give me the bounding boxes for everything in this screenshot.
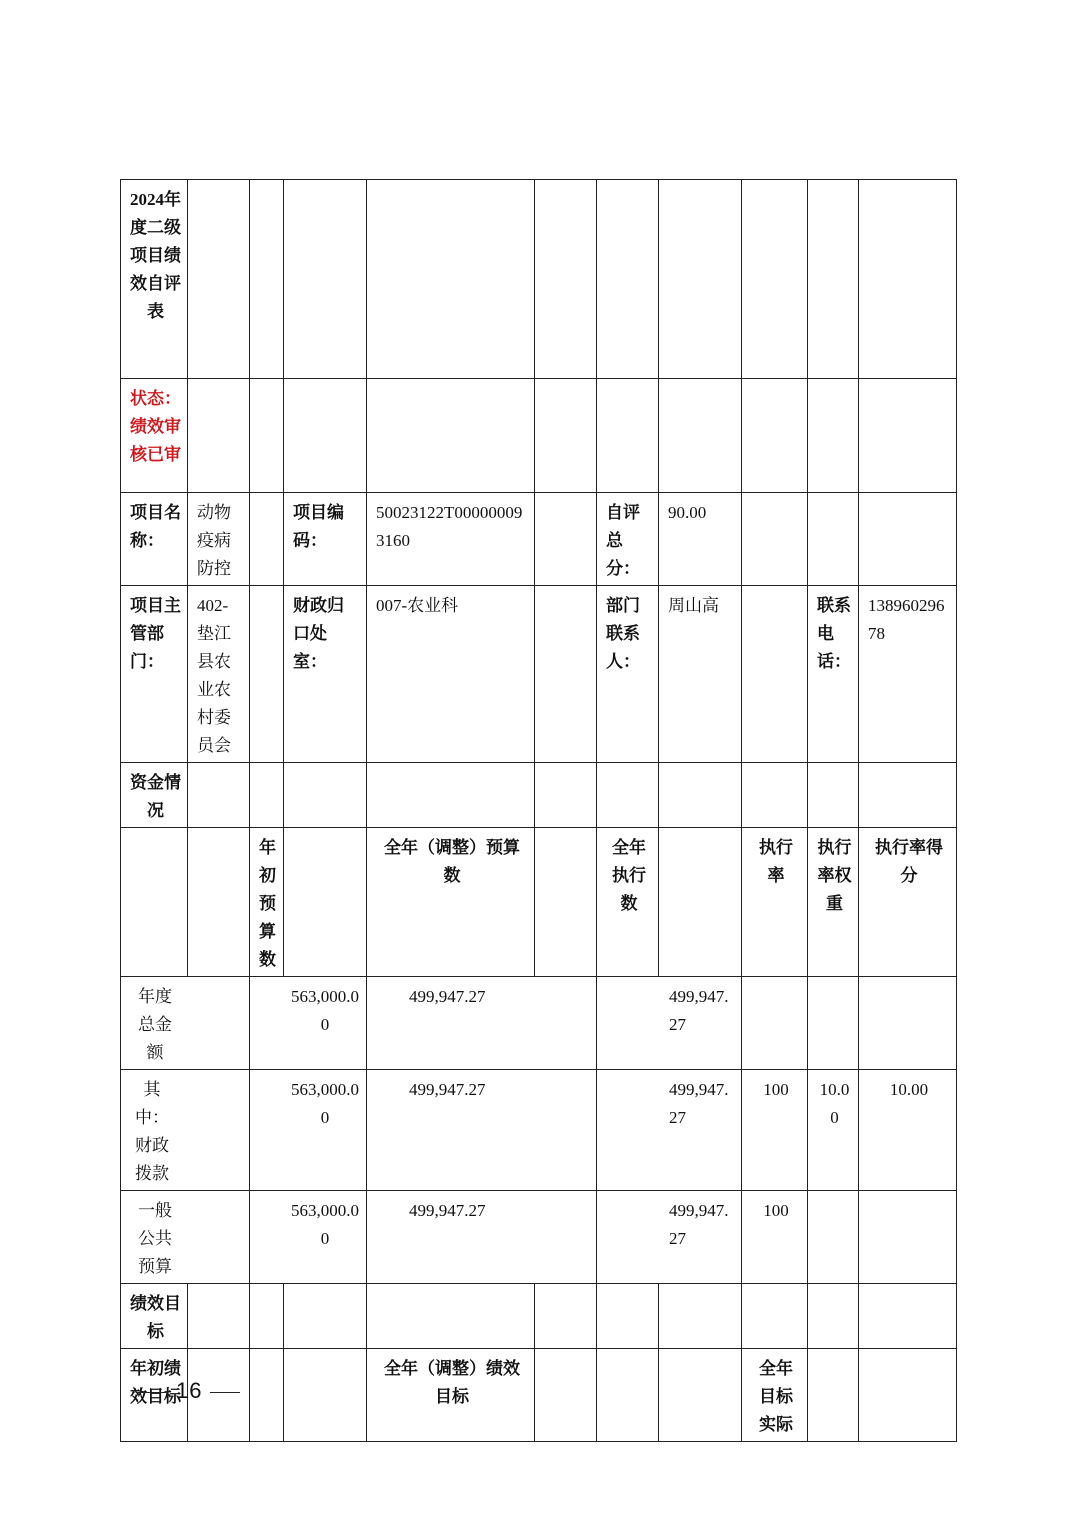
dash-right (210, 1392, 240, 1393)
dash-left (138, 1392, 168, 1393)
self-score-value: 90.00 (659, 493, 742, 586)
initial-goal-header: 年初绩效目标 (121, 1349, 188, 1442)
adjusted-budget-cell: 499,947.27 (367, 1191, 597, 1284)
performance-self-evaluation-table (120, 179, 957, 1442)
initial-budget-cell: 563,000.00 (250, 1070, 367, 1191)
executed-cell: 499,947.27 (597, 1070, 742, 1191)
table-row (121, 1070, 957, 1191)
rate-weight-cell (808, 977, 859, 1070)
finance-label: 财政归口处室： (284, 586, 367, 763)
actual-goal-header: 全年目标实际 (742, 1349, 808, 1442)
rate-score-cell (859, 1191, 957, 1284)
adjusted-budget-header: 全年（调整）预算数 (367, 828, 535, 977)
initial-budget-cell: 563,000.00 (250, 977, 367, 1070)
funds-section-row (121, 763, 957, 828)
page-number-text: 16 (176, 1378, 203, 1403)
funds-row-label: 其中：财政拨款 (121, 1070, 250, 1191)
self-score-label: 自评总分： (597, 493, 659, 586)
initial-budget-cell: 563,000.00 (250, 1191, 367, 1284)
initial-budget-header: 年初预算数 (250, 828, 284, 977)
rate-weight-header: 执行率权重 (808, 828, 859, 977)
phone-value: 13896029678 (859, 586, 957, 763)
funds-header-row (121, 828, 957, 977)
goals-section-row (121, 1284, 957, 1349)
exec-rate-cell: 100 (742, 1191, 808, 1284)
rate-score-cell (859, 977, 957, 1070)
page-number (130, 1378, 248, 1404)
executed-cell: 499,947.27 (597, 1191, 742, 1284)
exec-rate-cell: 100 (742, 1070, 808, 1191)
adjusted-budget-cell: 499,947.27 (367, 977, 597, 1070)
adjusted-goal-header: 全年（调整）绩效目标 (367, 1349, 535, 1442)
funds-row-label: 年度总金额 (121, 977, 250, 1070)
rate-score-header: 执行率得分 (859, 828, 957, 977)
executed-header: 全年执行数 (597, 828, 659, 977)
exec-rate-header: 执行率 (742, 828, 808, 977)
title-row (121, 180, 957, 379)
dept-value: 402-垫江县农业农村委员会 (188, 586, 250, 763)
table-row (121, 977, 957, 1070)
project-name-value: 动物疫病防控 (188, 493, 250, 586)
finance-value: 007-农业科 (367, 586, 535, 763)
contact-value: 周山高 (659, 586, 742, 763)
dept-label: 项目主管部门： (121, 586, 188, 763)
goals-label: 绩效目标 (121, 1284, 188, 1349)
executed-cell: 499,947.27 (597, 977, 742, 1070)
status-row (121, 379, 957, 493)
funds-row-label: 一般公共预算 (121, 1191, 250, 1284)
funds-label: 资金情况 (121, 763, 188, 828)
project-code-value: 50023122T000000093160 (367, 493, 535, 586)
project-code-label: 项目编码： (284, 493, 367, 586)
status-badge: 状态：绩效审核已审 (121, 379, 188, 493)
form-title: 2024年度二级项目绩效自评表 (121, 180, 188, 379)
exec-rate-cell (742, 977, 808, 1070)
rate-score-cell: 10.00 (859, 1070, 957, 1191)
project-name-label: 项目名称： (121, 493, 188, 586)
rate-weight-cell: 10.00 (808, 1070, 859, 1191)
rate-weight-cell (808, 1191, 859, 1284)
phone-label: 联系电话： (808, 586, 859, 763)
project-info-row (121, 493, 957, 586)
table-row (121, 1191, 957, 1284)
adjusted-budget-cell: 499,947.27 (367, 1070, 597, 1191)
contact-label: 部门联系人： (597, 586, 659, 763)
department-row (121, 586, 957, 763)
